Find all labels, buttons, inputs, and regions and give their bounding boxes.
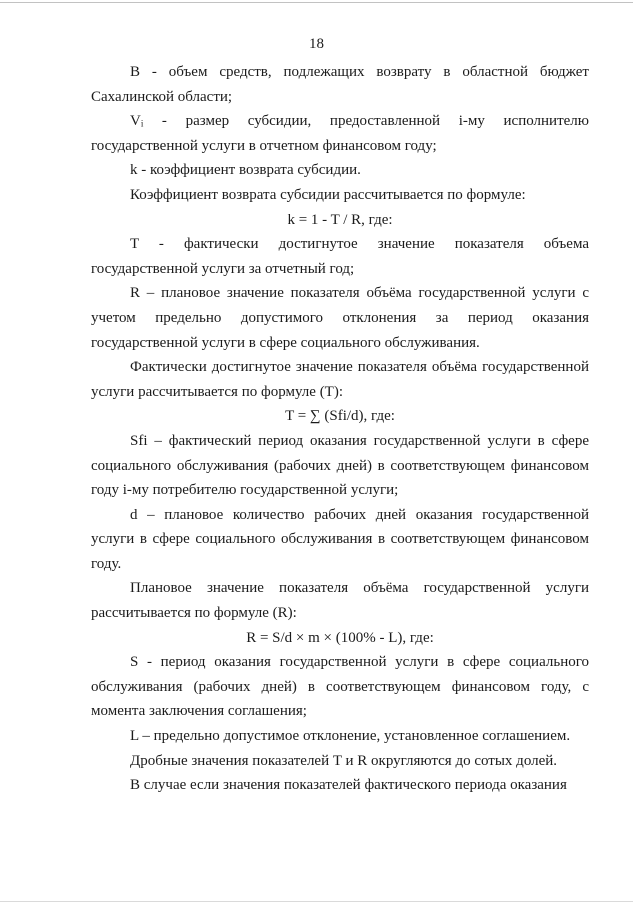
paragraph-b-definition: В - объем средств, подлежащих возврату в областной бюджет Сахалинской области; <box>91 64 589 105</box>
formula-r: R = S/d × m × (100% - L), где: <box>246 629 434 646</box>
paragraph-vi-definition: Vᵢ - размер субсидии, предоставленной i-му исполнителю государственной услуги в отчетном финансовом году; <box>91 113 589 154</box>
paragraph-l-definition: L – предельно допустимое отклонение, установленное соглашением. <box>130 728 571 745</box>
paragraph-t-definition: T - фактически достигнутое значение показателя объема государственной услуги за отчетный год; <box>91 236 589 277</box>
scan-bottom-edge <box>0 901 633 902</box>
paragraph-r-intro: Плановое значение показателя объёма государственной услуги рассчитывается по формуле (R): <box>91 580 589 622</box>
paragraph-t-intro: Фактически достигнутое значение показателя объёма государственной услуги рассчитывается по формуле (T): <box>91 359 589 400</box>
paragraph-continuation: В случае если значения показателей фактического периода оказания <box>130 777 567 794</box>
document-body <box>91 60 589 798</box>
paragraph-s-definition: S - период оказания государственной услуги в сфере социального обслуживания (рабочих дней) в соответствующем финансовом году, с момента заключения соглашения; <box>91 654 589 720</box>
paragraph-r-definition: R – плановое значение показателя объёма государственной услуги с учетом предельно допустимого отклонения за период оказания государственной услуги в сфере социального обслуживания. <box>91 285 589 351</box>
page-number: 18 <box>309 36 324 52</box>
paragraph-sfi-definition: Sfi – фактический период оказания государственной услуги в сфере социального обслуживания (рабочих дней) в соответствующем финансовом году i-му потребителю государственной услуги; <box>91 432 589 499</box>
paragraph-rounding: Дробные значения показателей T и R округляются до сотых долей. <box>130 752 558 769</box>
formula-k: k = 1 - T / R, где: <box>287 211 393 228</box>
paragraph-k-definition: k - коэффициент возврата субсидии. <box>130 162 361 179</box>
paragraph-d-definition: d – плановое количество рабочих дней оказания государственной услуги в сфере социального обслуживания в соответствующем финансовом году. <box>91 506 589 572</box>
scan-top-edge <box>0 2 633 3</box>
paragraph-k-intro: Коэффициент возврата субсидии рассчитывается по формуле: <box>130 186 526 203</box>
formula-t: T = ∑ (Sfi/d), где: <box>285 408 395 425</box>
